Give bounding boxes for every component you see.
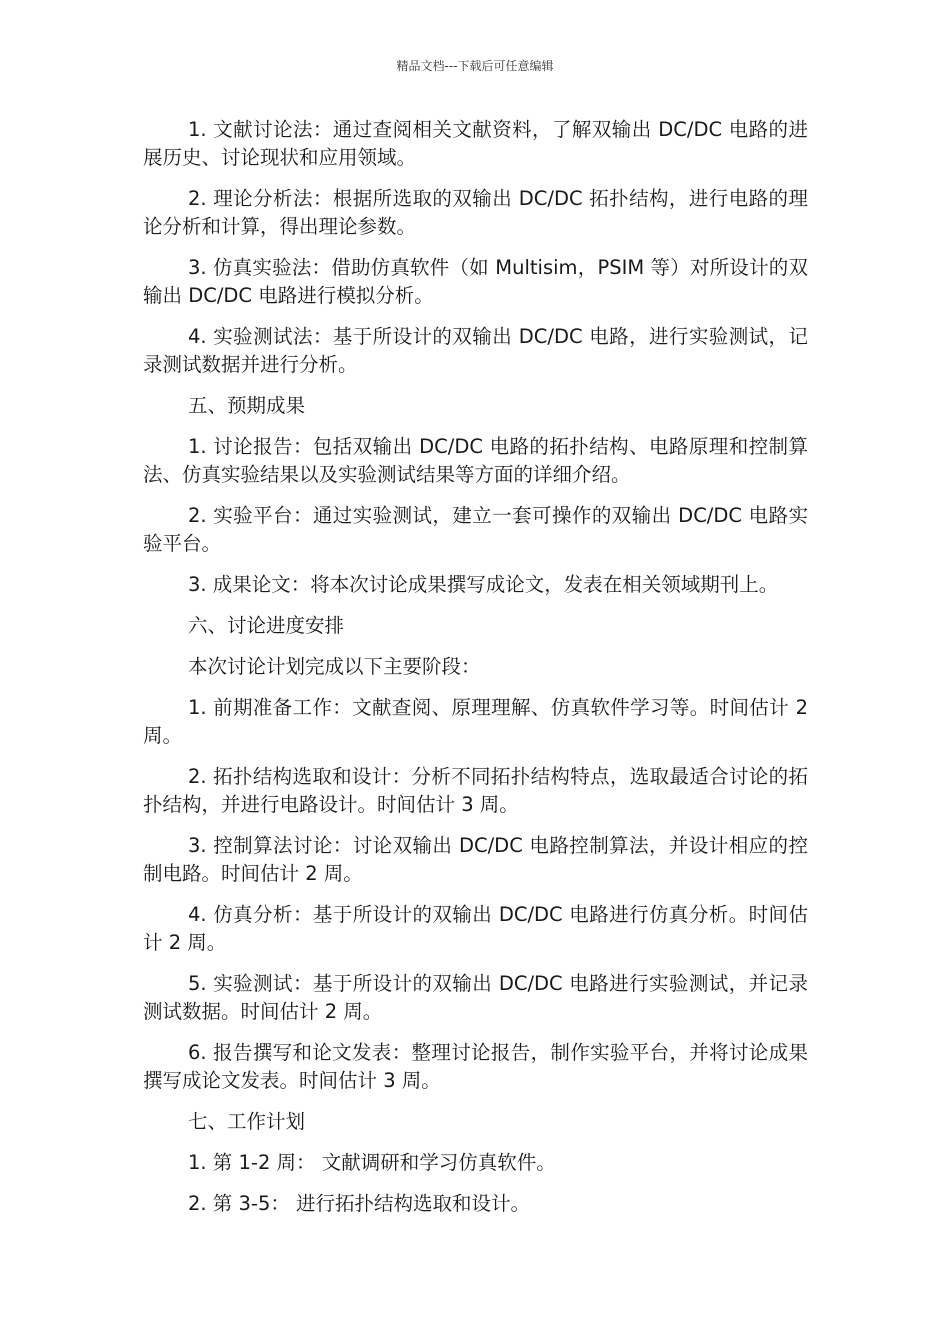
method-experiment: 4. 实验测试法：基于所设计的双输出 DC/DC 电路，进行实验测试，记录测试数据并进行分析。 [143,325,808,376]
method-literature: 1. 文献讨论法：通过查阅相关文献资料，了解双输出 DC/DC 电路的进展历史、讨论现状和应用领域。 [143,118,808,169]
method-simulation: 3. 仿真实验法：借助仿真软件（如 Multisim，PSIM 等）对所设计的双输出 DC/DC 电路进行模拟分析。 [143,256,808,307]
schedule-item-1: 1. 前期准备工作：文献查阅、原理理解、仿真软件学习等。时间估计 2 周。 [143,696,808,747]
schedule-item-2: 2. 拓扑结构选取和设计：分析不同拓扑结构特点，选取最适合讨论的拓扑结构，并进行电路设计。时间估计 3 周。 [143,765,808,816]
schedule-item-6: 6. 报告撰写和论文发表：整理讨论报告，制作实验平台，并将讨论成果撰写成论文发表。时间估计 3 周。 [143,1041,808,1092]
page-header: 精品文档---下载后可任意编辑 [396,59,554,73]
schedule-item-4: 4. 仿真分析：基于所设计的双输出 DC/DC 电路进行仿真分析。时间估计 2 周。 [143,903,808,954]
work-plan-item-1: 1. 第 1-2 周： 文献调研和学习仿真软件。 [188,1151,556,1174]
schedule-item-5: 5. 实验测试：基于所设计的双输出 DC/DC 电路进行实验测试，并记录测试数据。时间估计 2 周。 [143,972,808,1023]
schedule-intro: 本次讨论计划完成以下主要阶段： [188,655,481,678]
section-heading-expected-results: 五、预期成果 [188,394,306,417]
section-heading-work-plan: 七、工作计划 [188,1110,306,1133]
method-theory: 2. 理论分析法：根据所选取的双输出 DC/DC 拓扑结构，进行电路的理论分析和计算，得出理论参数。 [143,187,808,238]
result-paper: 3. 成果论文：将本次讨论成果撰写成论文，发表在相关领域期刊上。 [188,573,779,596]
work-plan-item-2: 2. 第 3-5： 进行拓扑结构选取和设计。 [188,1192,531,1215]
result-platform: 2. 实验平台：通过实验测试，建立一套可操作的双输出 DC/DC 电路实验平台。 [143,504,808,555]
schedule-item-3: 3. 控制算法讨论：讨论双输出 DC/DC 电路控制算法，并设计相应的控制电路。时间估计 2 周。 [143,834,808,885]
section-heading-schedule: 六、讨论进度安排 [188,614,345,637]
result-report: 1. 讨论报告：包括双输出 DC/DC 电路的拓扑结构、电路原理和控制算法、仿真实验结果以及实验测试结果等方面的详细介绍。 [143,435,808,486]
document-body [143,116,808,1231]
